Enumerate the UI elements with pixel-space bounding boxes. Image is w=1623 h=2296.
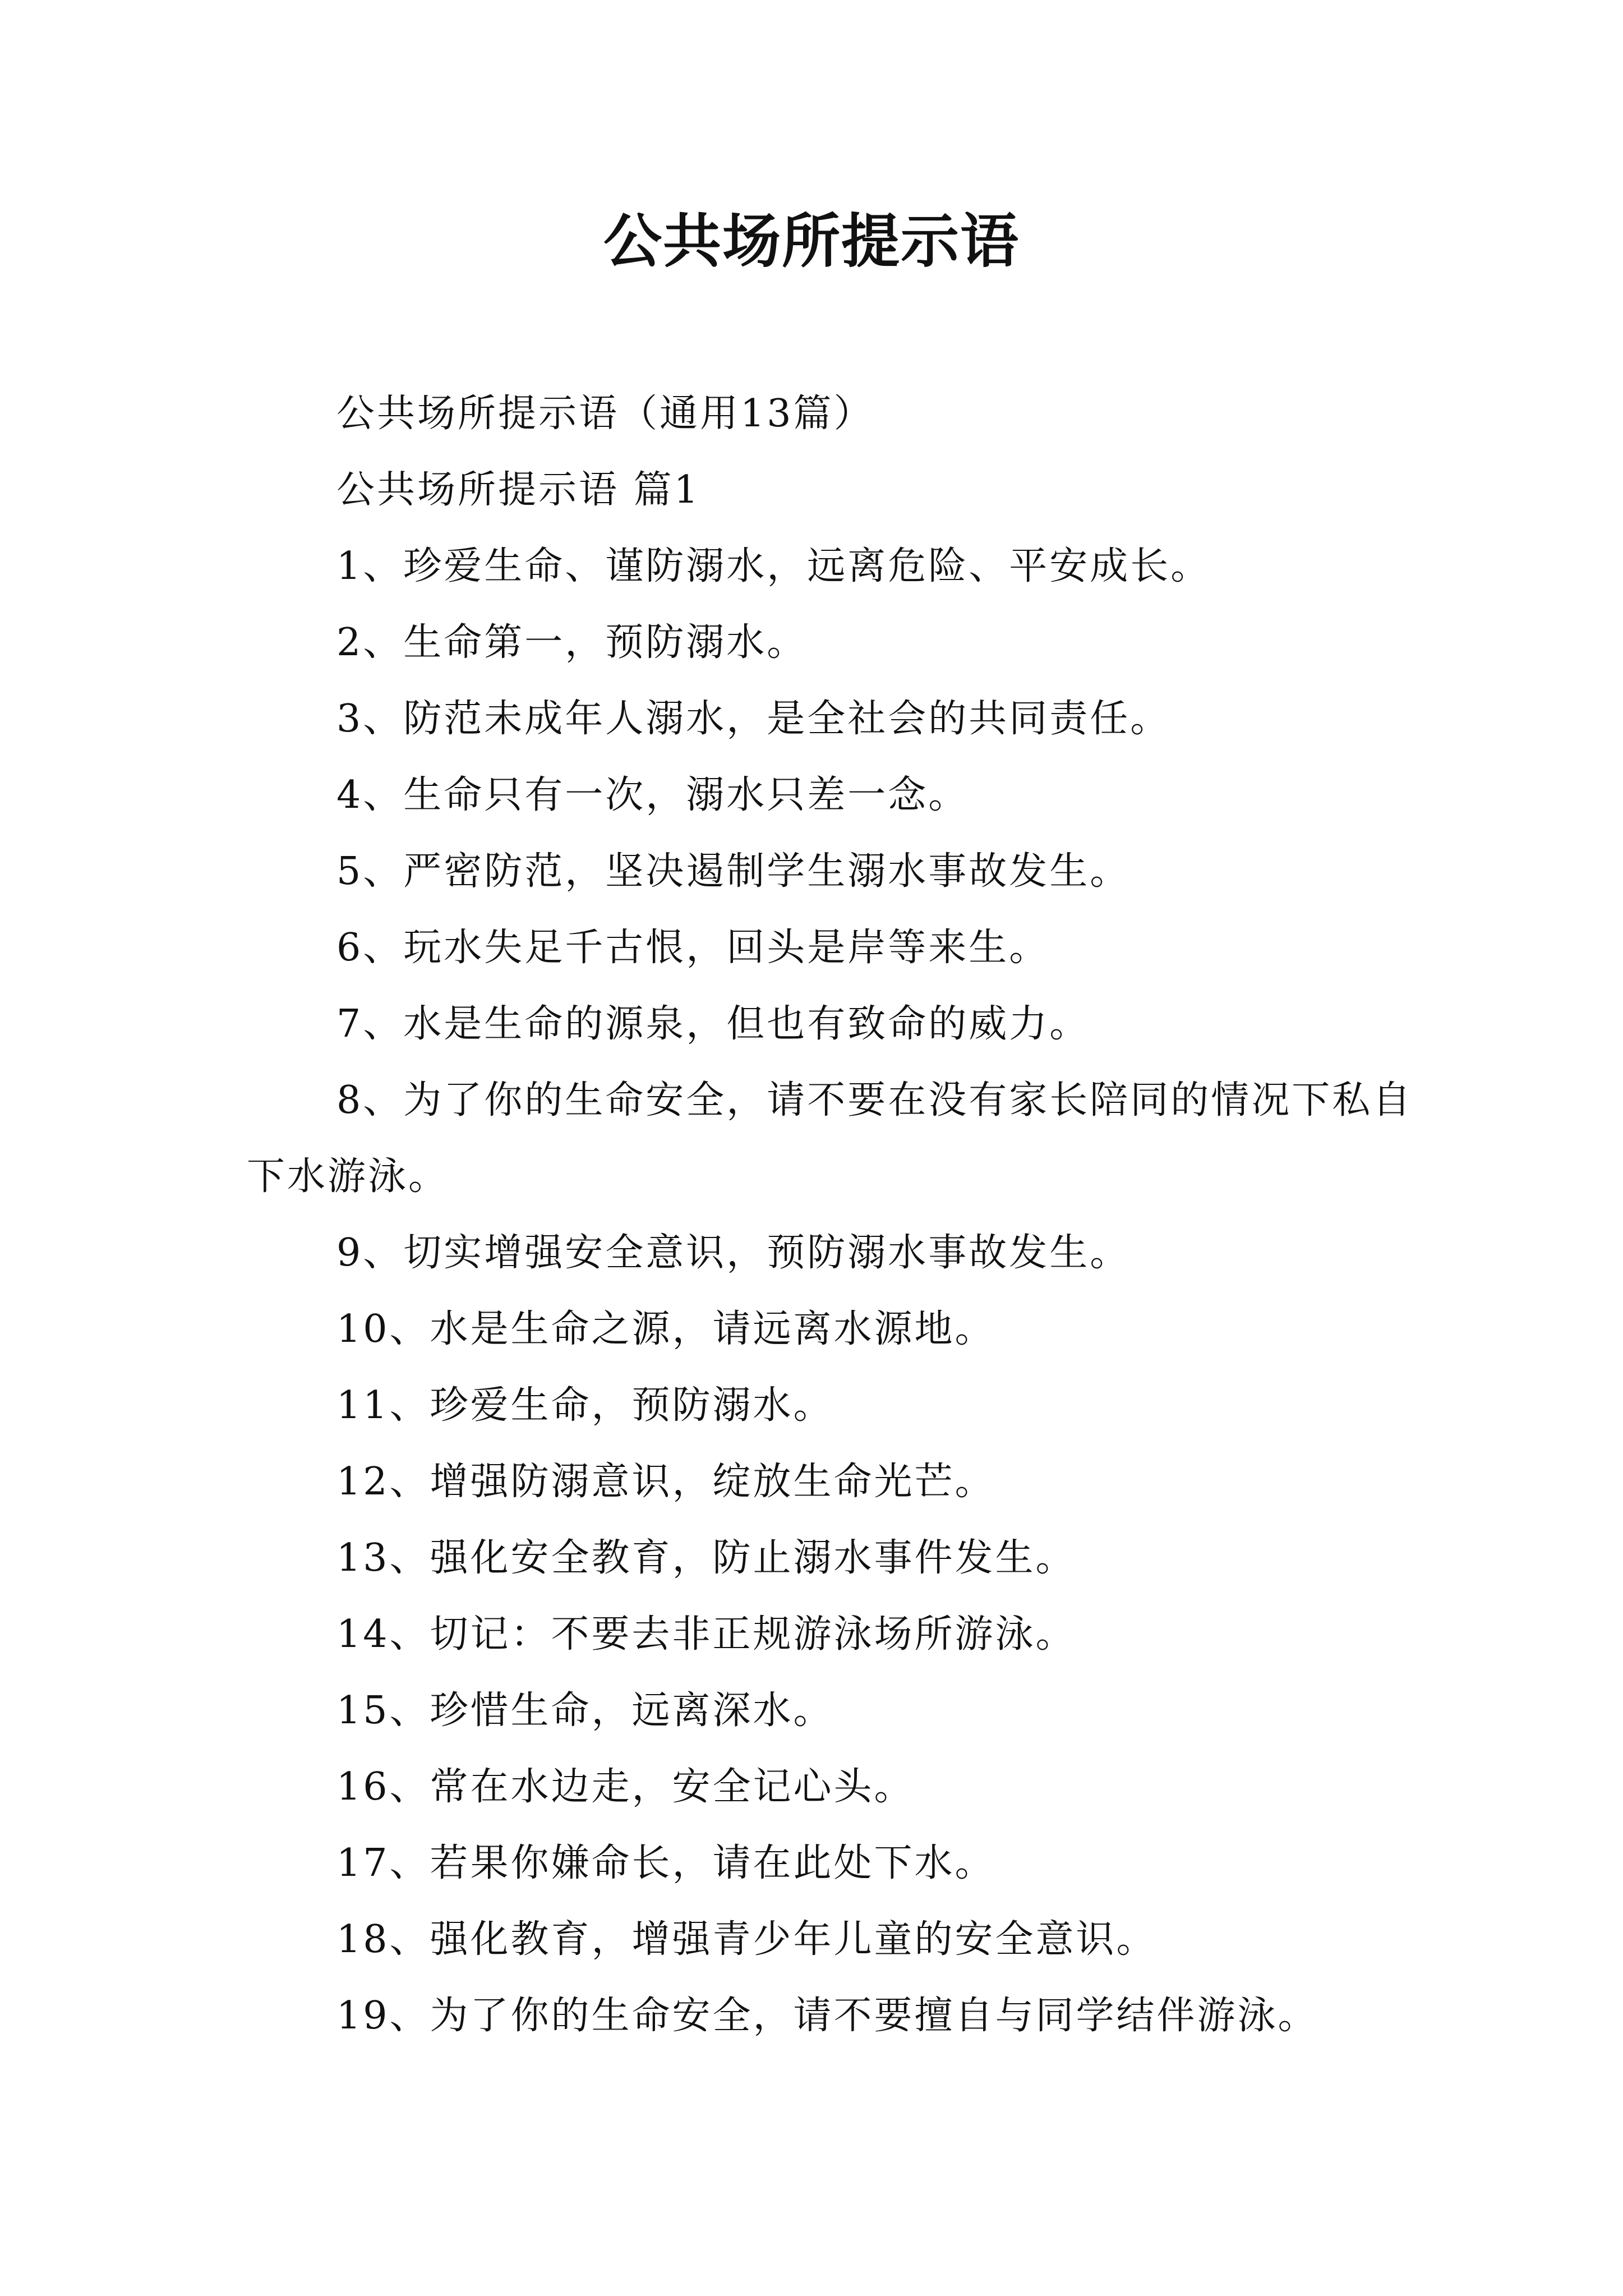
list-item: 17、若果你嫌命长，请在此处下水。 xyxy=(336,1841,995,1885)
list-item: 10、水是生命之源，请远离水源地。 xyxy=(336,1307,995,1351)
document-title: 公共场所提示语 xyxy=(603,207,1020,275)
list-item: 4、生命只有一次，溺水只差一念。 xyxy=(336,773,969,817)
list-item: 6、玩水失足千古恨，回头是岸等来生。 xyxy=(336,926,1050,970)
section-heading: 公共场所提示语 篇1 xyxy=(336,468,700,512)
list-item: 9、切实增强安全意识，预防溺水事故发生。 xyxy=(336,1231,1131,1275)
list-item: 11、珍爱生命，预防溺水。 xyxy=(336,1383,834,1428)
list-item: 16、常在水边走，安全记心头。 xyxy=(336,1765,915,1809)
list-item: 12、增强防溺意识，绽放生命光芒。 xyxy=(336,1460,995,1504)
list-item: 2、生命第一，预防溺水。 xyxy=(336,620,808,665)
list-item: 5、严密防范，坚决遏制学生溺水事故发生。 xyxy=(336,849,1131,894)
list-item: 19、为了你的生命安全，请不要擅自与同学结伴游泳。 xyxy=(336,1994,1318,2038)
list-item: 15、珍惜生命，远离深水。 xyxy=(336,1688,834,1733)
list-item: 14、切记：不要去非正规游泳场所游泳。 xyxy=(336,1612,1076,1657)
list-item: 13、强化安全教育，防止溺水事件发生。 xyxy=(336,1536,1076,1580)
list-item: 7、水是生命的源泉，但也有致命的威力。 xyxy=(336,1002,1090,1046)
list-item: 8、为了你的生命安全，请不要在没有家长陪同的情况下私自下水游泳。 xyxy=(247,1078,1413,1199)
document-subtitle: 公共场所提示语（通用13篇） xyxy=(336,392,874,436)
list-item: 3、防范未成年人溺水，是全社会的共同责任。 xyxy=(336,697,1171,741)
list-item: 18、强化教育，增强青少年儿童的安全意识。 xyxy=(336,1917,1157,1962)
list-item: 1、珍爱生命、谨防溺水，远离危险、平安成长。 xyxy=(336,544,1211,588)
document-body xyxy=(247,376,1413,2054)
